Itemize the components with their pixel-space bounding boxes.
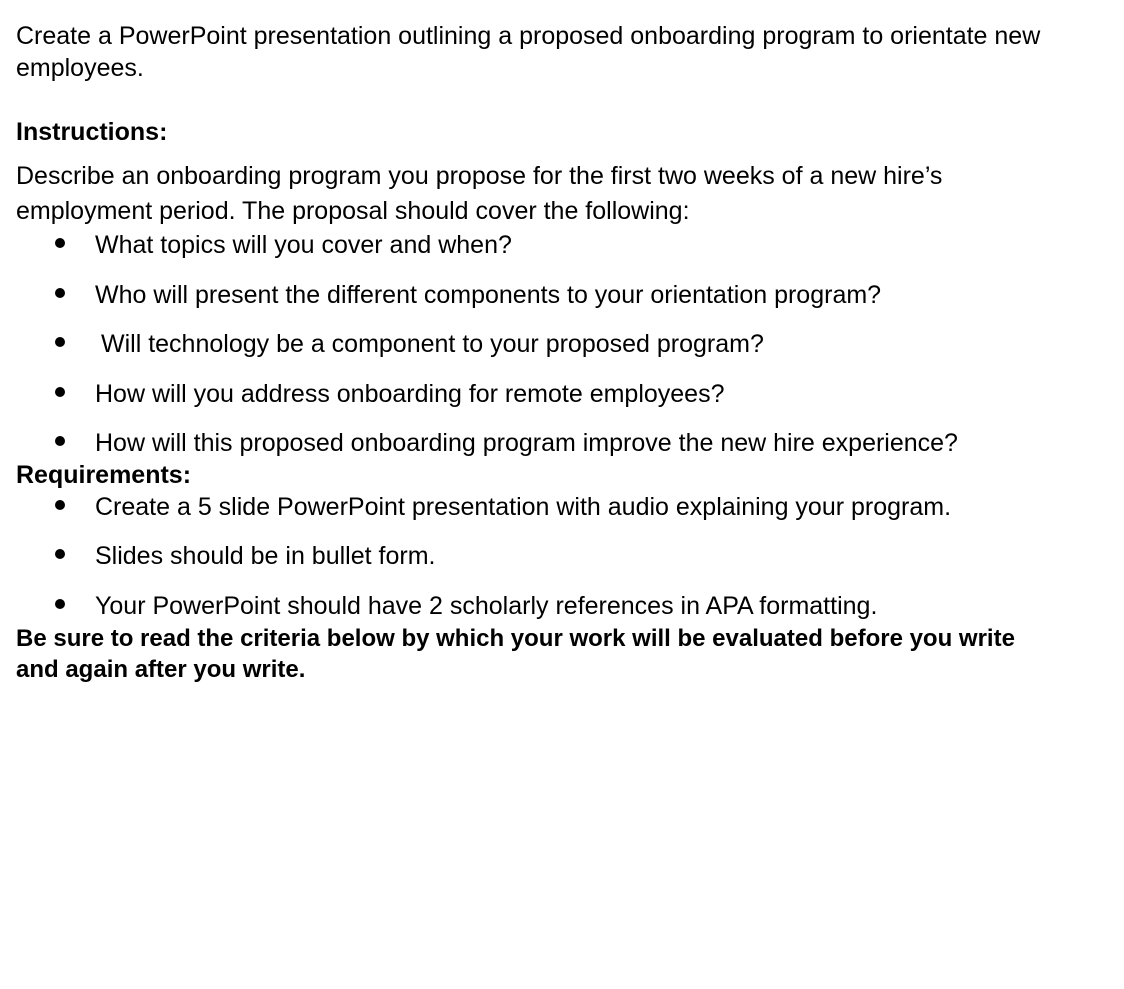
list-item-text: Will technology be a component to your proposed program?	[101, 330, 764, 358]
list-item	[16, 540, 1096, 590]
bullet-icon	[55, 549, 65, 559]
instructions-list	[16, 229, 1096, 477]
requirements-heading: Requirements:	[16, 460, 192, 489]
list-item-text: How will this proposed onboarding program improve the new hire experience?	[95, 429, 958, 457]
instructions-heading: Instructions:	[16, 118, 168, 146]
list-item-text: Who will present the different components to your orientation program?	[95, 280, 882, 309]
list-item-text: What topics will you cover and when?	[95, 231, 512, 259]
intro-text: Create a PowerPoint presentation outlining a proposed onboarding program to orientate new employees.	[16, 22, 1041, 82]
list-item-text: Create a 5 slide PowerPoint presentation with audio explaining your program.	[95, 492, 952, 521]
list-item-text: Your PowerPoint should have 2 scholarly references in APA formatting.	[95, 591, 878, 620]
list-item	[16, 328, 1096, 378]
list-item	[16, 378, 1096, 428]
bullet-icon	[55, 288, 65, 298]
bullet-icon	[55, 599, 65, 609]
bullet-icon	[55, 238, 65, 248]
list-item	[16, 279, 1096, 329]
bullet-icon	[55, 337, 65, 347]
bullet-icon	[55, 436, 65, 446]
instructions-description: Describe an onboarding program you propose for the first two weeks of a new hire’s employment period. The proposal should cover the following:	[16, 162, 943, 225]
bullet-icon	[55, 500, 65, 510]
list-item	[16, 229, 1096, 279]
list-item	[16, 427, 1096, 477]
closing-note: Be sure to read the criteria below by which your work will be evaluated before you write and again after you write.	[16, 625, 1015, 683]
assignment-document	[16, 20, 1096, 685]
bullet-icon	[55, 387, 65, 397]
list-item	[16, 491, 1096, 541]
list-item-text: How will you address onboarding for remote employees?	[95, 379, 725, 408]
list-item	[16, 590, 1096, 640]
requirements-list	[16, 491, 1096, 640]
list-item-text: Slides should be in bullet form.	[95, 542, 436, 570]
